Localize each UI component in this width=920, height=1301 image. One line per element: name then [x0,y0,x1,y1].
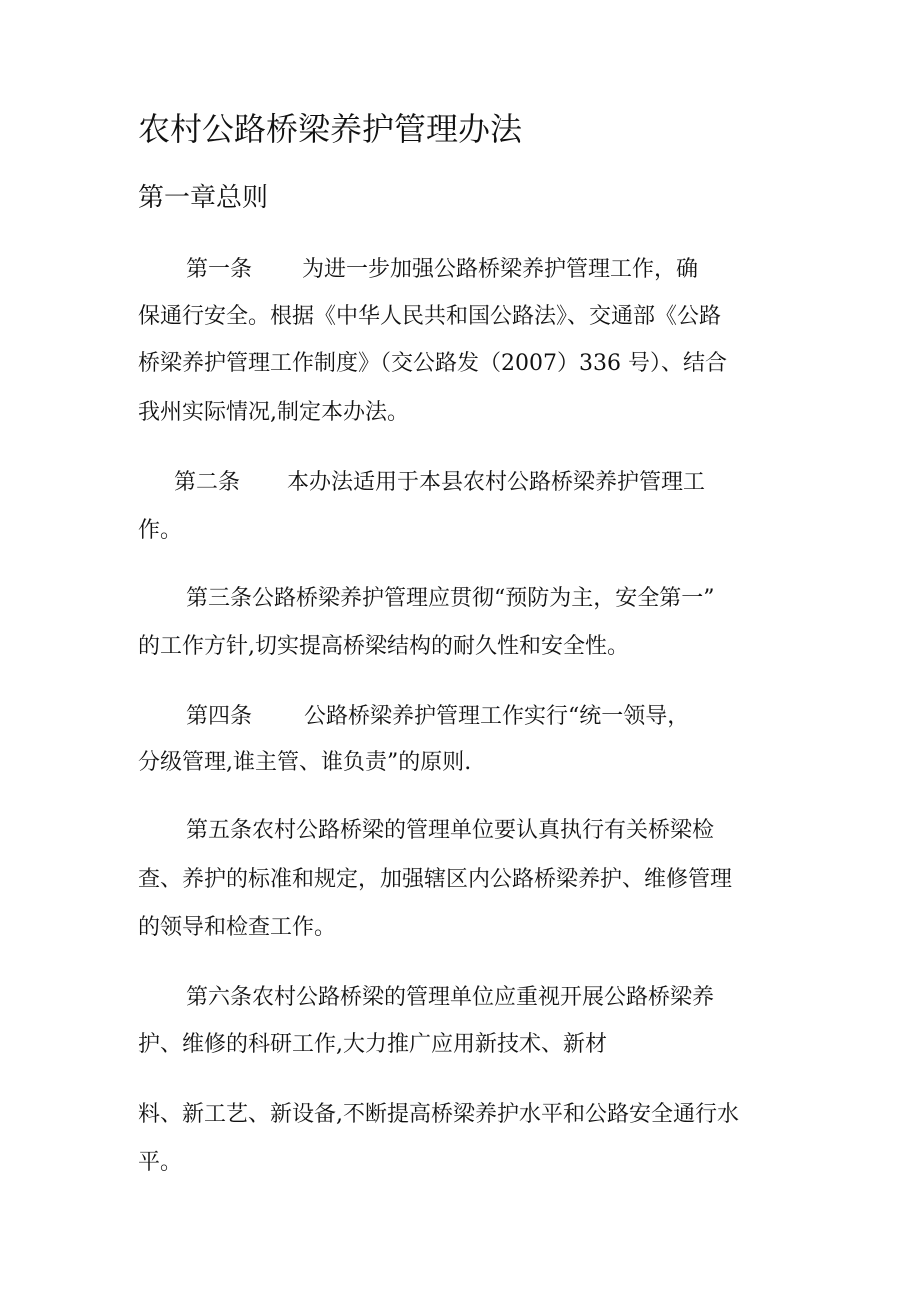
article-3-line: 第三条公路桥梁养护管理应贯彻“预防为主，安全第一” [186,586,715,611]
article-4-text: 公路桥梁养护管理工作实行“统一领导， [304,704,690,729]
article-6-line: 护、维修的科研工作,大力推广应用新技术、新材 [138,1032,607,1057]
article-6-line: 料、新工艺、新设备,不断提高桥梁养护水平和公路安全通行水 [138,1102,739,1127]
article-2-text: 本办法适用于本县农村公路桥梁养护管理工 [287,470,706,495]
article-4-label: 第四条 [186,704,253,729]
chapter-heading: 第一章总则 [138,183,269,213]
article-1-line: 我州实际情况,制定本办法。 [138,400,409,425]
article-6-line: 第六条农村公路桥梁的管理单位应重视开展公路桥梁养 [186,985,715,1010]
article-5-line: 查、养护的标准和规定，加强辖区内公路桥梁养护、维修管理 [138,867,733,892]
article-2-label: 第二条 [174,470,241,495]
article-2-first-line [174,468,705,498]
article-3-line: 的工作方针,切实提高桥梁结构的耐久性和安全性。 [138,634,629,659]
article-1-first-line [186,255,698,285]
article-1-line: 保通行安全。根据《中华人民共和国公路法》、交通部《公路 [138,304,722,329]
article-2-line: 作。 [138,518,183,543]
article-1-label: 第一条 [186,257,253,282]
article-1-text: 为进一步加强公路桥梁养护管理工作，确 [302,257,699,282]
article-5-line: 的领导和检查工作。 [138,915,337,940]
document-title: 农村公路桥梁养护管理办法 [138,110,523,148]
article-4-line: 分级管理,谁主管、谁负责”的原则. [138,750,472,775]
article-6-line: 平。 [138,1150,183,1175]
article-1-line: 桥梁养护管理工作制度》（交公路发（2007）336 号）、结合 [138,351,727,376]
article-5-line: 第五条农村公路桥梁的管理单位要认真执行有关桥梁检 [186,818,715,843]
article-4-first-line [186,702,689,732]
